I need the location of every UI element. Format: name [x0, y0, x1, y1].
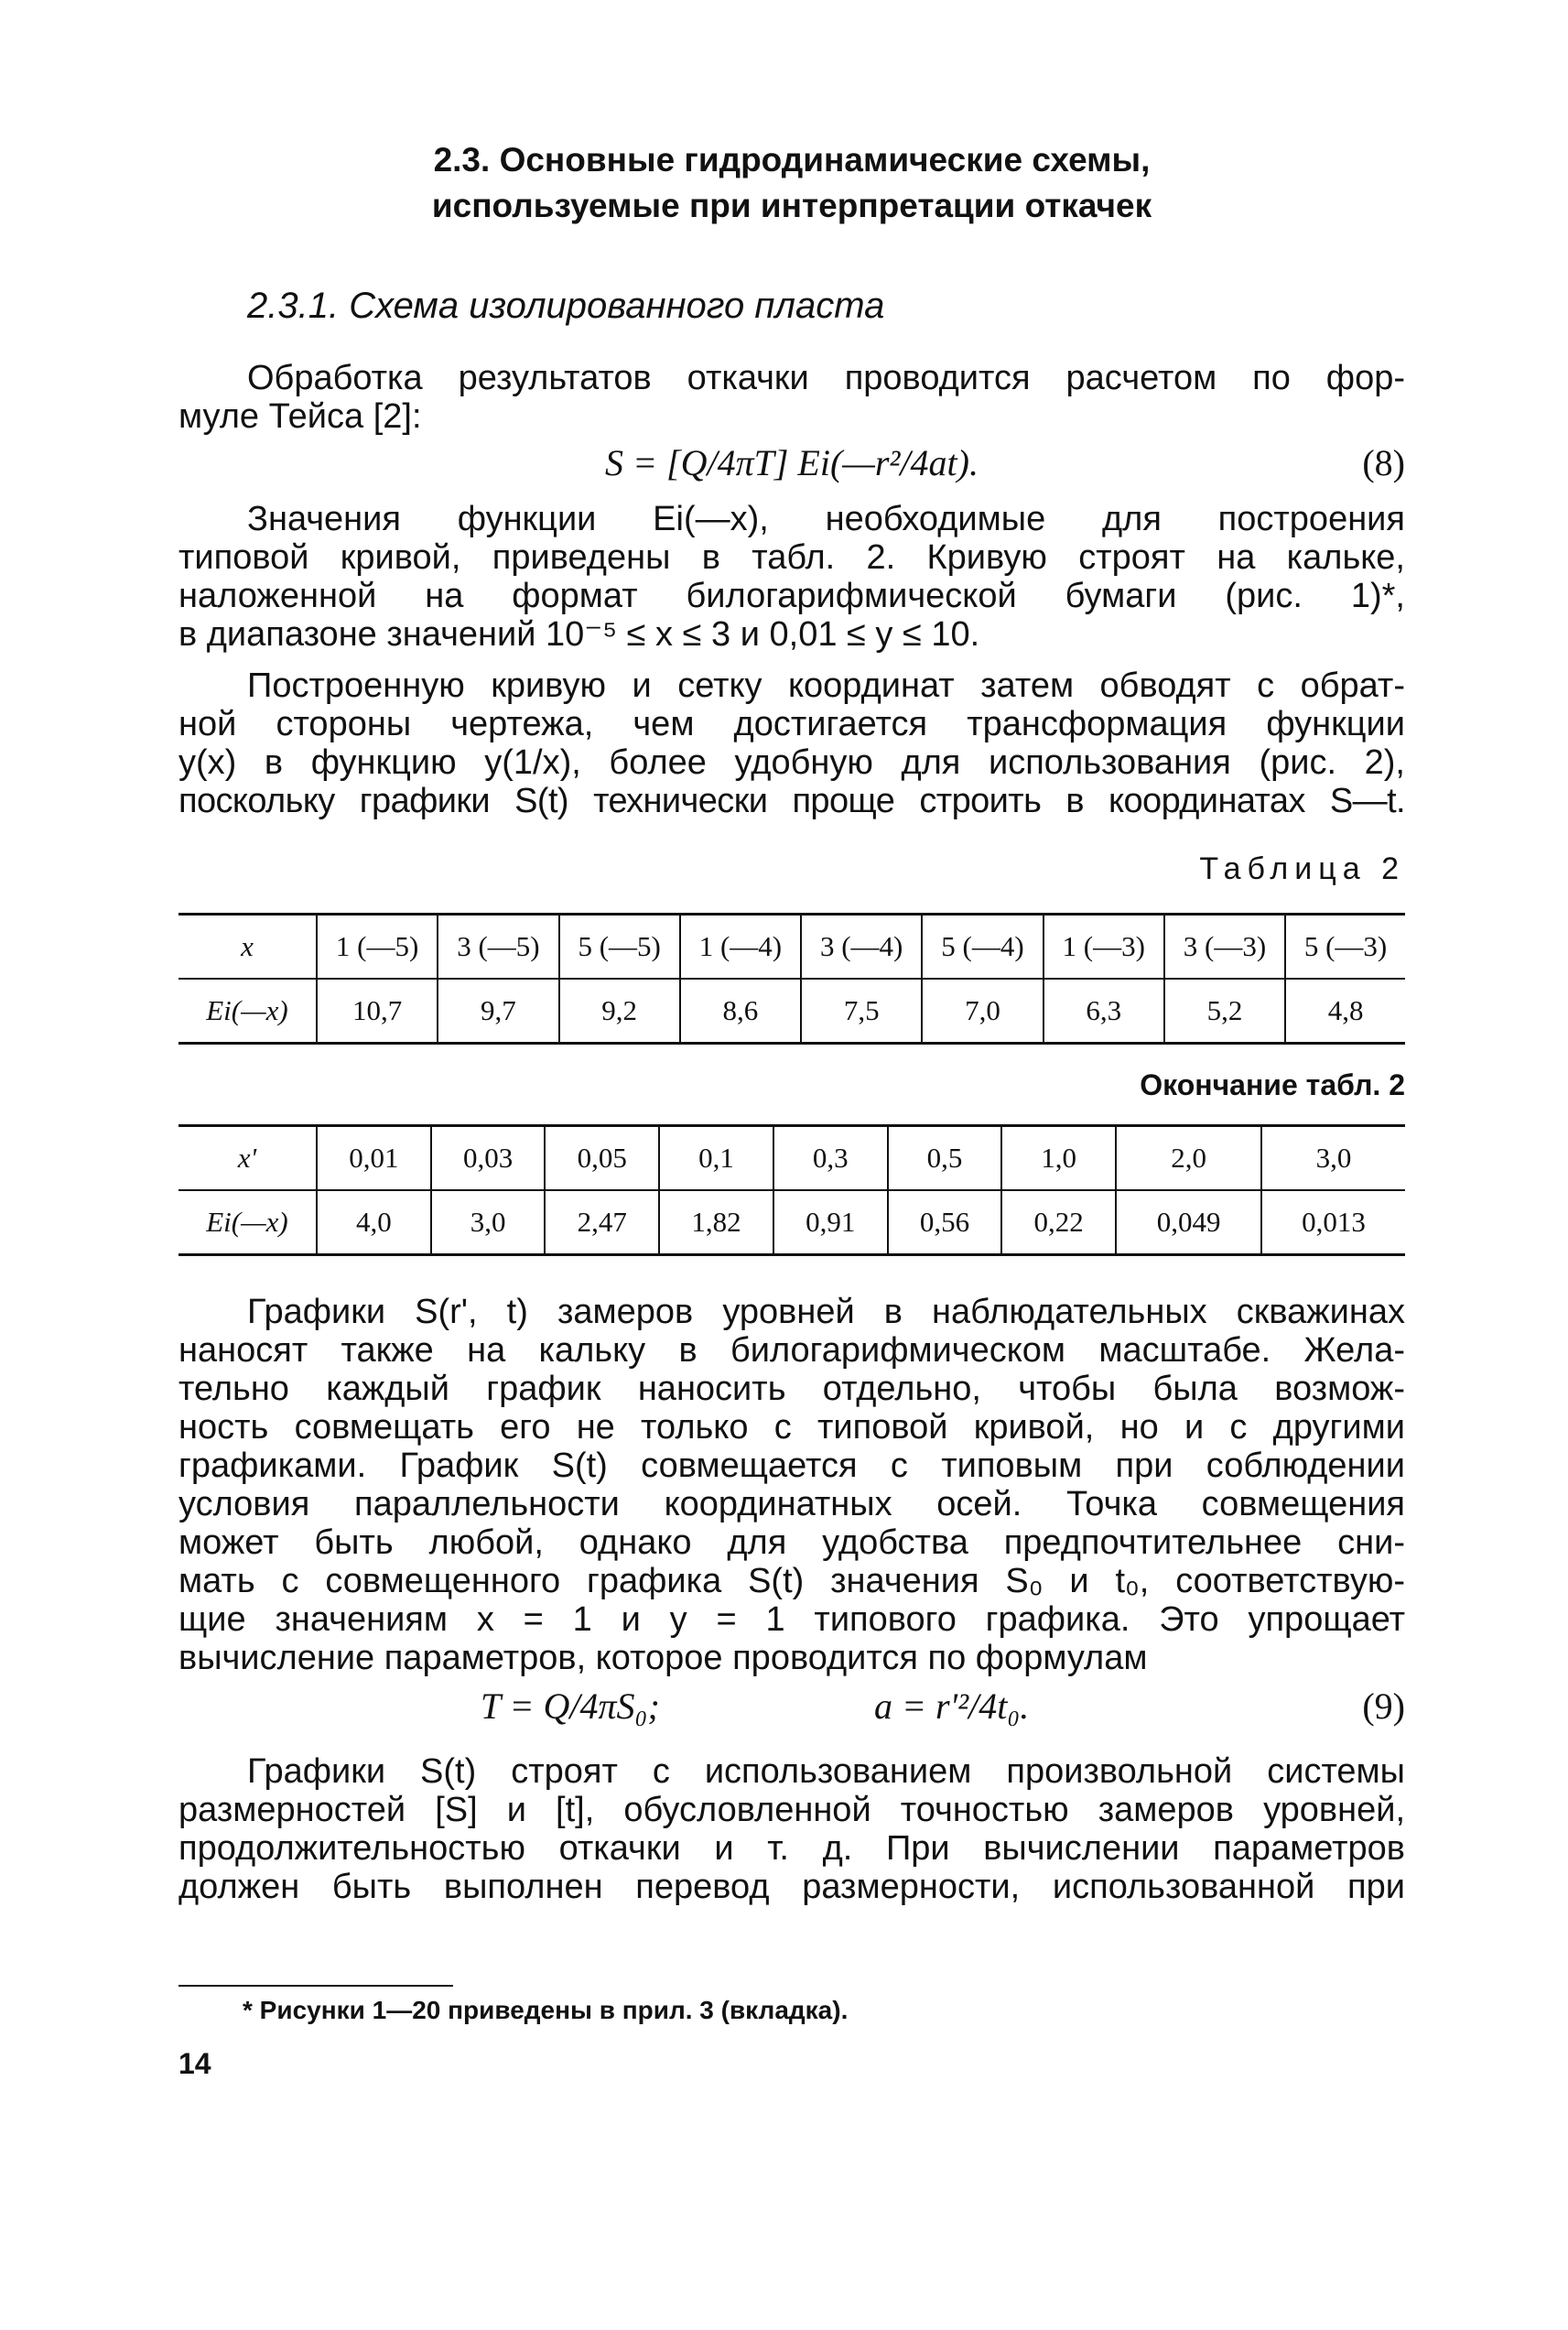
paragraph-2-line: наложенной на формат билогарифмической бумаги (рис. 1)*, [178, 577, 1405, 615]
paragraph-5-line: Графики S(t) строят с использованием произвольной системы [247, 1752, 1405, 1791]
table-cell: 1 (—3) [1044, 915, 1164, 980]
table-cell: 5,2 [1164, 979, 1285, 1044]
table-continuation-label: Окончание табл. 2 [1140, 1068, 1405, 1101]
table-cell: 1 (—5) [317, 915, 438, 980]
table-cell: 0,01 [317, 1126, 431, 1191]
table-row [178, 1190, 1405, 1255]
table-cell: 1 (—4) [680, 915, 801, 980]
table-cell: 7,0 [922, 979, 1043, 1044]
paragraph-4-line: тельно каждый график наносить отдельно, чтобы была возмож- [178, 1370, 1405, 1408]
table-cell: 9,2 [559, 979, 680, 1044]
paragraph-4-line: условия параллельности координатных осей. Точка совмещения [178, 1485, 1405, 1523]
formula-9-left: T = Q/4πS₀; [481, 1685, 660, 1727]
subsection-heading: 2.3.1. Схема изолированного пласта [247, 286, 885, 326]
paragraph-2 [178, 500, 1405, 654]
paragraph-3-line: поскольку графики S(t) технически проще строить в координатах S—t. [178, 782, 1405, 820]
paragraph-3 [178, 666, 1405, 820]
formula-9-right: a = r'²/4t₀. [874, 1685, 1030, 1727]
formula-8-number: (8) [1362, 442, 1405, 483]
table-cell: Ei(—x) [178, 979, 317, 1044]
table-cell: 0,22 [1001, 1190, 1116, 1255]
formula-9-number: (9) [1362, 1685, 1405, 1727]
table-cell: 10,7 [317, 979, 438, 1044]
table-cell: x [178, 915, 317, 980]
table-cell: 1,0 [1001, 1126, 1116, 1191]
table-cell: 0,013 [1261, 1190, 1405, 1255]
table-cell: 0,03 [431, 1126, 546, 1191]
formula-9 [178, 1681, 1405, 1732]
document-page [178, 137, 1405, 2081]
table-cell: 9,7 [438, 979, 558, 1044]
paragraph-4-line: вычисление параметров, которое проводится по формулам [178, 1639, 1148, 1677]
table-cell: 1,82 [659, 1190, 773, 1255]
table-cell: 5 (—5) [559, 915, 680, 980]
table-cell: 4,8 [1285, 979, 1405, 1044]
table-cell: 3,0 [1261, 1126, 1405, 1191]
table-cell: 0,56 [888, 1190, 1002, 1255]
paragraph-2-line: типовой кривой, приведены в табл. 2. Кривую строят на кальке, [178, 538, 1405, 577]
table-cell: 3 (—3) [1164, 915, 1285, 980]
paragraph-2-line: Значения функции Ei(—x), необходимые для построения [247, 500, 1405, 538]
paragraph-1 [178, 359, 1405, 436]
footnote-divider [178, 1985, 453, 1987]
table-cell: 3,0 [431, 1190, 546, 1255]
table-header-row [178, 1126, 1405, 1191]
table-2-part-2 [178, 1124, 1405, 1256]
table-cell: 7,5 [801, 979, 922, 1044]
paragraph-4-line: графиками. График S(t) совмещается с типовым при соблюдении [178, 1447, 1405, 1485]
paragraph-4-line: Графики S(r', t) замеров уровней в наблюдательных скважинах [247, 1293, 1405, 1331]
formula-8 [178, 438, 1405, 489]
paragraph-5 [178, 1752, 1405, 1906]
paragraph-4-line: наносят также на кальку в билогарифмическом масштабе. Жела- [178, 1331, 1405, 1370]
table-cell: 0,05 [545, 1126, 659, 1191]
paragraph-3-line: y(x) в функцию y(1/x), более удобную для использования (рис. 2), [178, 743, 1405, 782]
table-header-row [178, 915, 1405, 980]
section-heading-line-1: 2.3. Основные гидродинамические схемы, [433, 141, 1151, 179]
section-heading-line-2: используемые при интерпретации откачек [431, 187, 1152, 224]
table-cell: 0,5 [888, 1126, 1002, 1191]
table-cell: 2,0 [1116, 1126, 1261, 1191]
table-cell: 3 (—5) [438, 915, 558, 980]
table-cell: 0,049 [1116, 1190, 1261, 1255]
section-heading [178, 137, 1405, 229]
table-cell: 0,91 [773, 1190, 888, 1255]
table-cell: 2,47 [545, 1190, 659, 1255]
table-cell: 3 (—4) [801, 915, 922, 980]
table-cell: x' [178, 1126, 317, 1191]
paragraph-5-line: продолжительностью откачки и т. д. При вычислении параметров [178, 1829, 1405, 1868]
table-cell: 8,6 [680, 979, 801, 1044]
paragraph-1-line: муле Тейса [2]: [178, 397, 422, 436]
table-cell: Ei(—x) [178, 1190, 317, 1255]
table-cell: 6,3 [1044, 979, 1164, 1044]
table-cell: 4,0 [317, 1190, 431, 1255]
paragraph-4-line: ность совмещать его не только с типовой кривой, но и с другими [178, 1408, 1405, 1447]
paragraph-2-line: в диапазоне значений 10⁻⁵ ≤ x ≤ 3 и 0,01 ≤ y ≤ 10. [178, 615, 980, 654]
paragraph-3-line: Построенную кривую и сетку координат затем обводят с обрат- [247, 666, 1405, 705]
paragraph-5-line: размерностей [S] и [t], обусловленной точностью замеров уровней, [178, 1791, 1405, 1829]
table-cell: 5 (—3) [1285, 915, 1405, 980]
paragraph-4-line: щие значениям x = 1 и y = 1 типового графика. Это упрощает [178, 1600, 1405, 1639]
paragraph-1-line: Обработка результатов откачки проводится расчетом по фор- [247, 359, 1405, 397]
paragraph-4-line: мать с совмещенного графика S(t) значения S₀ и t₀, соответствую- [178, 1562, 1405, 1600]
footnote: * Рисунки 1—20 приведены в прил. 3 (вкладка). [243, 1996, 849, 2024]
paragraph-3-line: ной стороны чертежа, чем достигается трансформация функции [178, 705, 1405, 743]
table-row [178, 979, 1405, 1044]
footnote-area [178, 1985, 1405, 2081]
page-number: 14 [178, 2047, 211, 2080]
paragraph-5-line: должен быть выполнен перевод размерности, использованной при [178, 1868, 1405, 1906]
paragraph-4-line: может быть любой, однако для удобства предпочтительнее сни- [178, 1523, 1405, 1562]
paragraph-4 [178, 1293, 1405, 1677]
table-2-part-1 [178, 913, 1405, 1045]
table-label: Таблица 2 [1199, 851, 1405, 886]
table-cell: 0,3 [773, 1126, 888, 1191]
formula-8-expression: S = [Q/4πT] Ei(—r²/4at). [605, 442, 979, 483]
table-cell: 0,1 [659, 1126, 773, 1191]
table-cell: 5 (—4) [922, 915, 1043, 980]
